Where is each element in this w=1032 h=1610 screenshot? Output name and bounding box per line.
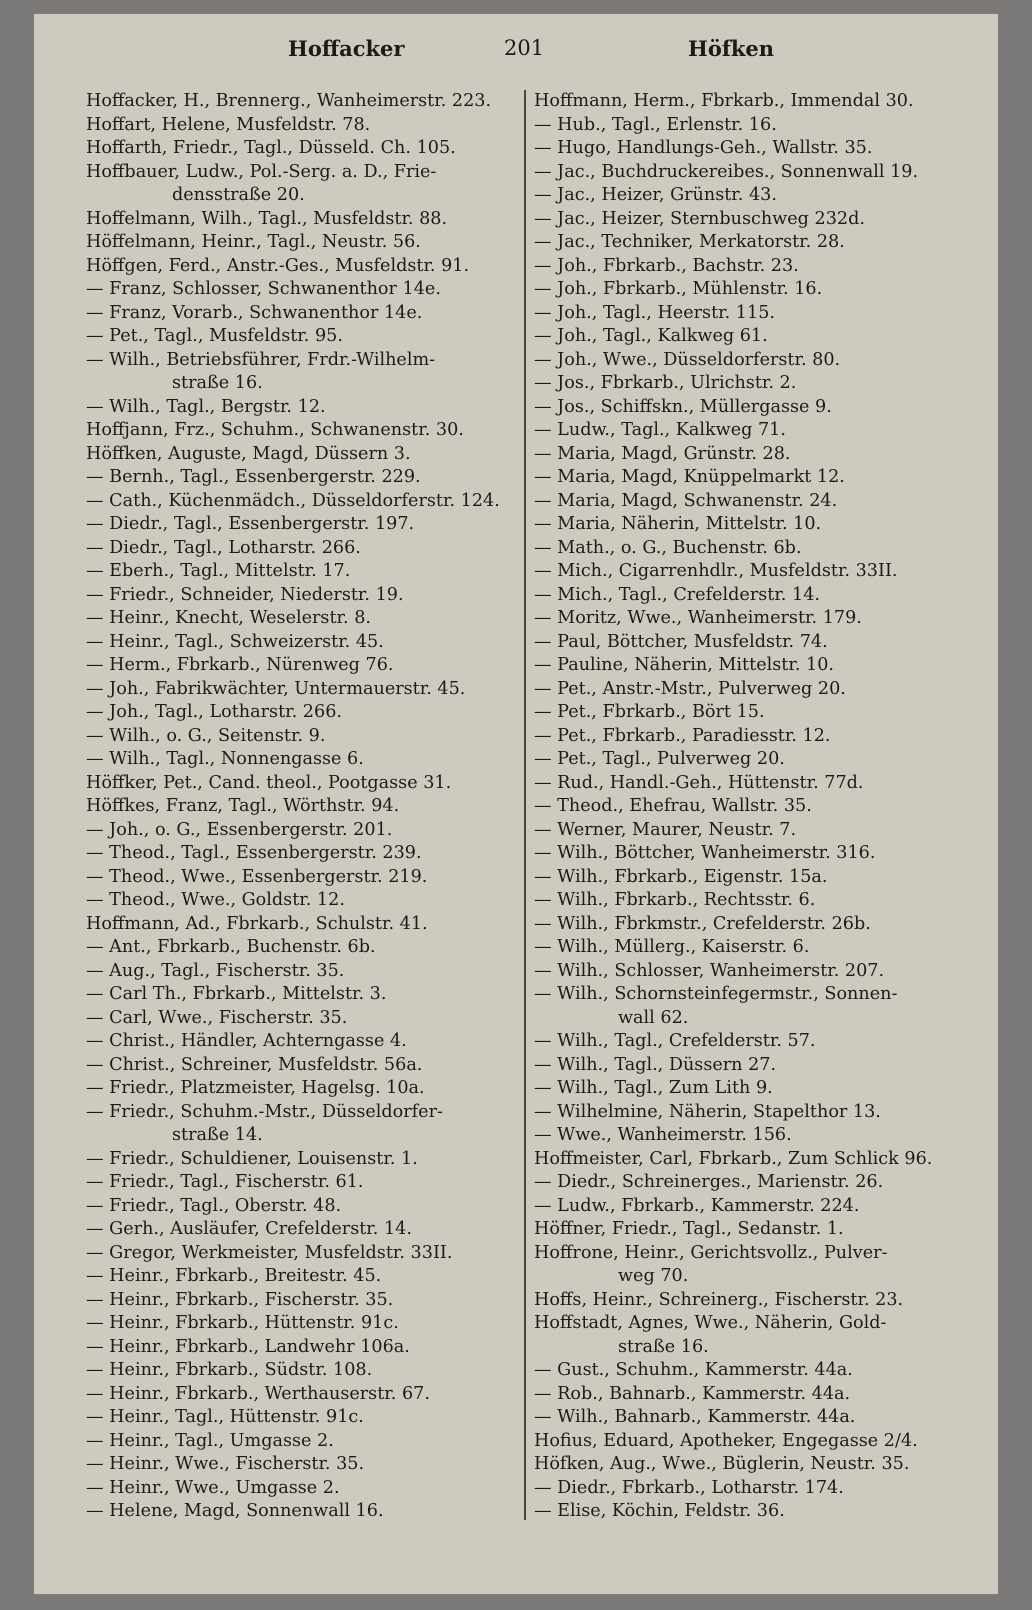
directory-entry: — Joh., Tagl., Kalkweg 61. bbox=[534, 326, 768, 346]
directory-entry: — Maria, Magd, Grünstr. 28. bbox=[534, 443, 791, 464]
directory-entry: — Christ., Schreiner, Musfeldstr. 56a. bbox=[86, 1054, 423, 1075]
directory-entry: — Carl, Wwe., Fischerstr. 35. bbox=[86, 1007, 348, 1028]
directory-entry: — Jac., Heizer, Grünstr. 43. bbox=[534, 185, 777, 205]
directory-entry: — Wilh., Bahnarb., Kammerstr. 44a. bbox=[534, 1407, 856, 1427]
directory-entry: — Heinr., Fbrkarb., Breitestr. 45. bbox=[86, 1266, 382, 1286]
directory-entry: Hoffacker, H., Brennerg., Wanheimerstr. 223. bbox=[86, 91, 492, 111]
directory-entry: Hoffrone, Heinr., Gerichtsvollz., Pulver- bbox=[534, 1242, 888, 1263]
directory-entry: Hoffmeister, Carl, Fbrkarb., Zum Schlick 96. bbox=[534, 1148, 933, 1169]
directory-entry: — Heinr., Fbrkarb., Landwehr 106a. bbox=[86, 1336, 410, 1357]
directory-entry: — Wilh., Müllerg., Kaiserstr. 6. bbox=[534, 937, 810, 957]
directory-entry: — Pet., Anstr.-Mstr., Pulverweg 20. bbox=[534, 678, 846, 699]
directory-entry: — Ant., Fbrkarb., Buchenstr. 6b. bbox=[86, 937, 376, 957]
directory-entry: — Joh., Tagl., Heerstr. 115. bbox=[534, 302, 775, 323]
directory-entry: — Diedr., Fbrkarb., Lotharstr. 174. bbox=[534, 1477, 844, 1498]
directory-entry: — Maria, Magd, Schwanenstr. 24. bbox=[534, 490, 838, 511]
directory-entry: — Cath., Küchenmädch., Düsseldorferstr. 124. bbox=[86, 490, 500, 511]
directory-entry: Hoffs, Heinr., Schreinerg., Fischerstr. 23. bbox=[534, 1289, 904, 1310]
directory-entry: — Wilh., Böttcher, Wanheimerstr. 316. bbox=[534, 843, 876, 863]
directory-entry: — Heinr., Knecht, Weselerstr. 8. bbox=[86, 608, 371, 628]
directory-entry: — Paul, Böttcher, Musfeldstr. 74. bbox=[534, 631, 828, 652]
directory-entry: — Ludw., Tagl., Kalkweg 71. bbox=[534, 420, 786, 440]
directory-page bbox=[34, 14, 998, 1594]
directory-entry: Hoffmann, Ad., Fbrkarb., Schulstr. 41. bbox=[86, 913, 428, 934]
directory-entry: — Elise, Köchin, Feldstr. 36. bbox=[534, 1501, 785, 1521]
directory-entry: — Diedr., Tagl., Essenbergerstr. 197. bbox=[86, 514, 415, 534]
directory-entry: — Heinr., Tagl., Hüttenstr. 91c. bbox=[86, 1407, 364, 1427]
directory-entry: — Theod., Wwe., Goldstr. 12. bbox=[86, 890, 345, 910]
directory-entry: — Werner, Maurer, Neustr. 7. bbox=[534, 819, 797, 840]
entry-continuation: densstraße 20. bbox=[172, 185, 305, 205]
directory-entry: — Hub., Tagl., Erlenstr. 16. bbox=[534, 114, 777, 135]
directory-entry: Hoffmann, Herm., Fbrkarb., Immendal 30. bbox=[534, 91, 914, 111]
directory-entry: — Wilh., Tagl., Zum Lith 9. bbox=[534, 1078, 773, 1098]
directory-entry: — Wilh., Fbrkmstr., Crefelderstr. 26b. bbox=[534, 913, 871, 934]
directory-entry: — Wilhelmine, Näherin, Stapelthor 13. bbox=[534, 1101, 881, 1122]
directory-entry: — Friedr., Tagl., Fischerstr. 61. bbox=[86, 1172, 364, 1192]
directory-entry: — Bernh., Tagl., Essenbergerstr. 229. bbox=[86, 467, 421, 487]
header-left-keyword: Hoffacker bbox=[288, 36, 405, 61]
entry-continuation: straße 16. bbox=[172, 373, 263, 393]
directory-entry: — Helene, Magd, Sonnenwall 16. bbox=[86, 1501, 384, 1521]
directory-entry: — Herm., Fbrkarb., Nürenweg 76. bbox=[86, 655, 394, 675]
directory-entry: — Heinr., Wwe., Fischerstr. 35. bbox=[86, 1454, 365, 1474]
directory-entry: Hoffstadt, Agnes, Wwe., Näherin, Gold- bbox=[534, 1313, 887, 1333]
directory-entry: — Theod., Ehefrau, Wallstr. 35. bbox=[534, 796, 812, 816]
directory-entry: — Joh., o. G., Essenbergerstr. 201. bbox=[86, 819, 393, 840]
directory-entry: — Friedr., Tagl., Oberstr. 48. bbox=[86, 1195, 342, 1216]
directory-entry: Hoffjann, Frz., Schuhm., Schwanenstr. 30. bbox=[86, 420, 464, 440]
directory-entry: Hoffelmann, Wilh., Tagl., Musfeldstr. 88. bbox=[86, 208, 448, 229]
directory-entry: — Diedr., Schreinerges., Marienstr. 26. bbox=[534, 1172, 884, 1192]
directory-entry: — Moritz, Wwe., Wanheimerstr. 179. bbox=[534, 608, 862, 628]
entry-continuation: straße 14. bbox=[172, 1125, 263, 1145]
directory-entry: — Aug., Tagl., Fischerstr. 35. bbox=[86, 960, 345, 981]
directory-entry: — Joh., Fabrikwächter, Untermauerstr. 45. bbox=[86, 678, 466, 699]
directory-entry: — Jac., Techniker, Merkatorstr. 28. bbox=[534, 232, 845, 252]
directory-entry: — Joh., Fbrkarb., Bachstr. 23. bbox=[534, 255, 799, 276]
directory-entry: — Wilh., Fbrkarb., Rechtsstr. 6. bbox=[534, 890, 816, 910]
directory-entry: — Heinr., Fbrkarb., Fischerstr. 35. bbox=[86, 1289, 394, 1310]
directory-entry: — Diedr., Tagl., Lotharstr. 266. bbox=[86, 537, 361, 558]
directory-entry: — Jac., Heizer, Sternbuschweg 232d. bbox=[534, 208, 865, 229]
directory-entry: — Gust., Schuhm., Kammerstr. 44a. bbox=[534, 1360, 853, 1380]
directory-entry: — Franz, Vorarb., Schwanenthor 14e. bbox=[86, 302, 423, 323]
directory-entry: — Heinr., Wwe., Umgasse 2. bbox=[86, 1477, 340, 1498]
directory-entry: — Friedr., Platzmeister, Hagelsg. 10a. bbox=[86, 1078, 425, 1098]
directory-entry: — Theod., Tagl., Essenbergerstr. 239. bbox=[86, 843, 422, 863]
directory-entry: — Wilh., Fbrkarb., Eigenstr. 15a. bbox=[534, 866, 828, 887]
directory-entry: — Wilh., Schornsteinfegermstr., Sonnen- bbox=[534, 984, 898, 1004]
directory-entry: — Joh., Fbrkarb., Mühlenstr. 16. bbox=[534, 279, 823, 299]
directory-entry: — Joh., Wwe., Düsseldorferstr. 80. bbox=[534, 349, 841, 370]
directory-entry: — Gregor, Werkmeister, Musfeldstr. 33II. bbox=[86, 1242, 453, 1263]
directory-entry: — Carl Th., Fbrkarb., Mittelstr. 3. bbox=[86, 984, 387, 1004]
header-right-keyword: Höfken bbox=[688, 36, 775, 61]
left-column bbox=[86, 90, 518, 1524]
directory-entry: — Mich., Tagl., Crefelderstr. 14. bbox=[534, 584, 820, 605]
directory-entry: — Wilh., Tagl., Bergstr. 12. bbox=[86, 396, 326, 417]
entry-continuation: wall 62. bbox=[618, 1007, 689, 1028]
directory-entry: — Franz, Schlosser, Schwanenthor 14e. bbox=[86, 279, 441, 299]
directory-entry: Höffkes, Franz, Tagl., Wörthstr. 94. bbox=[86, 796, 400, 816]
directory-entry: — Pet., Tagl., Musfeldstr. 95. bbox=[86, 326, 343, 346]
directory-entry: — Mich., Cigarrenhdlr., Musfeldstr. 33II. bbox=[534, 561, 898, 581]
directory-entry: — Heinr., Fbrkarb., Südstr. 108. bbox=[86, 1360, 373, 1380]
directory-entry: — Gerh., Ausläufer, Crefelderstr. 14. bbox=[86, 1219, 412, 1239]
directory-entry: — Math., o. G., Buchenstr. 6b. bbox=[534, 537, 802, 558]
directory-entry: — Jos., Fbrkarb., Ulrichstr. 2. bbox=[534, 373, 797, 393]
directory-entry: — Rud., Handl.-Geh., Hüttenstr. 77d. bbox=[534, 772, 864, 793]
directory-entry: — Heinr., Fbrkarb., Hüttenstr. 91c. bbox=[86, 1313, 399, 1333]
directory-entry: — Pet., Fbrkarb., Paradiesstr. 12. bbox=[534, 725, 831, 746]
directory-entry: — Wwe., Wanheimerstr. 156. bbox=[534, 1125, 792, 1145]
directory-entry: — Heinr., Tagl., Schweizerstr. 45. bbox=[86, 631, 384, 652]
page-number: 201 bbox=[504, 36, 545, 60]
directory-entry: — Ludw., Fbrkarb., Kammerstr. 224. bbox=[534, 1195, 860, 1216]
directory-entry: Höffner, Friedr., Tagl., Sedanstr. 1. bbox=[534, 1219, 844, 1239]
entry-continuation: weg 70. bbox=[618, 1266, 689, 1286]
directory-entry: — Wilh., Betriebsführer, Frdr.-Wilhelm- bbox=[86, 349, 436, 370]
directory-entry: — Friedr., Schuhm.-Mstr., Düsseldorfer- bbox=[86, 1101, 443, 1122]
directory-entry: — Joh., Tagl., Lotharstr. 266. bbox=[86, 702, 342, 722]
entry-continuation: straße 16. bbox=[618, 1336, 709, 1357]
directory-entry: Hoffarth, Friedr., Tagl., Düsseld. Ch. 105. bbox=[86, 138, 456, 158]
directory-entry: Höffelmann, Heinr., Tagl., Neustr. 56. bbox=[86, 232, 421, 252]
directory-entry: — Jos., Schiffskn., Müllergasse 9. bbox=[534, 396, 832, 417]
directory-entry: — Pauline, Näherin, Mittelstr. 10. bbox=[534, 655, 834, 675]
directory-entry: — Rob., Bahnarb., Kammerstr. 44a. bbox=[534, 1383, 851, 1404]
directory-entry: Höfken, Aug., Wwe., Büglerin, Neustr. 35. bbox=[534, 1454, 910, 1474]
directory-entry: — Maria, Näherin, Mittelstr. 10. bbox=[534, 514, 822, 534]
directory-entry: — Maria, Magd, Knüppelmarkt 12. bbox=[534, 467, 845, 487]
directory-entry: — Jac., Buchdruckereibes., Sonnenwall 19. bbox=[534, 161, 919, 182]
directory-entry: — Heinr., Fbrkarb., Werthauserstr. 67. bbox=[86, 1383, 430, 1404]
directory-entry: Höffken, Auguste, Magd, Düssern 3. bbox=[86, 443, 411, 464]
directory-entry: — Friedr., Schneider, Niederstr. 19. bbox=[86, 584, 404, 605]
directory-entry: — Theod., Wwe., Essenbergerstr. 219. bbox=[86, 866, 428, 887]
directory-entry: — Friedr., Schuldiener, Louisenstr. 1. bbox=[86, 1148, 418, 1169]
page-header bbox=[34, 36, 998, 70]
right-column bbox=[534, 90, 994, 1524]
directory-entry: — Wilh., Tagl., Nonnengasse 6. bbox=[86, 749, 364, 769]
column-divider bbox=[524, 90, 526, 1520]
directory-entry: — Pet., Tagl., Pulverweg 20. bbox=[534, 749, 785, 769]
directory-entry: Hoffart, Helene, Musfeldstr. 78. bbox=[86, 114, 371, 135]
directory-entry: Höffgen, Ferd., Anstr.-Ges., Musfeldstr. 91. bbox=[86, 255, 470, 276]
directory-entry: — Wilh., o. G., Seitenstr. 9. bbox=[86, 725, 326, 746]
directory-entry: — Christ., Händler, Achterngasse 4. bbox=[86, 1031, 407, 1051]
directory-entry: — Wilh., Tagl., Düssern 27. bbox=[534, 1054, 777, 1075]
directory-entry: — Pet., Fbrkarb., Bört 15. bbox=[534, 702, 765, 722]
directory-entry: Hofius, Eduard, Apotheker, Engegasse 2/4. bbox=[534, 1430, 918, 1451]
directory-entry: Höffker, Pet., Cand. theol., Pootgasse 31. bbox=[86, 772, 452, 793]
directory-entry: Hoffbauer, Ludw., Pol.-Serg. a. D., Frie- bbox=[86, 161, 437, 182]
directory-entry: — Heinr., Tagl., Umgasse 2. bbox=[86, 1430, 334, 1451]
directory-entry: — Wilh., Tagl., Crefelderstr. 57. bbox=[534, 1031, 816, 1051]
directory-entry: — Eberh., Tagl., Mittelstr. 17. bbox=[86, 561, 351, 581]
directory-entry: — Wilh., Schlosser, Wanheimerstr. 207. bbox=[534, 960, 885, 981]
directory-entry: — Hugo, Handlungs-Geh., Wallstr. 35. bbox=[534, 138, 873, 158]
